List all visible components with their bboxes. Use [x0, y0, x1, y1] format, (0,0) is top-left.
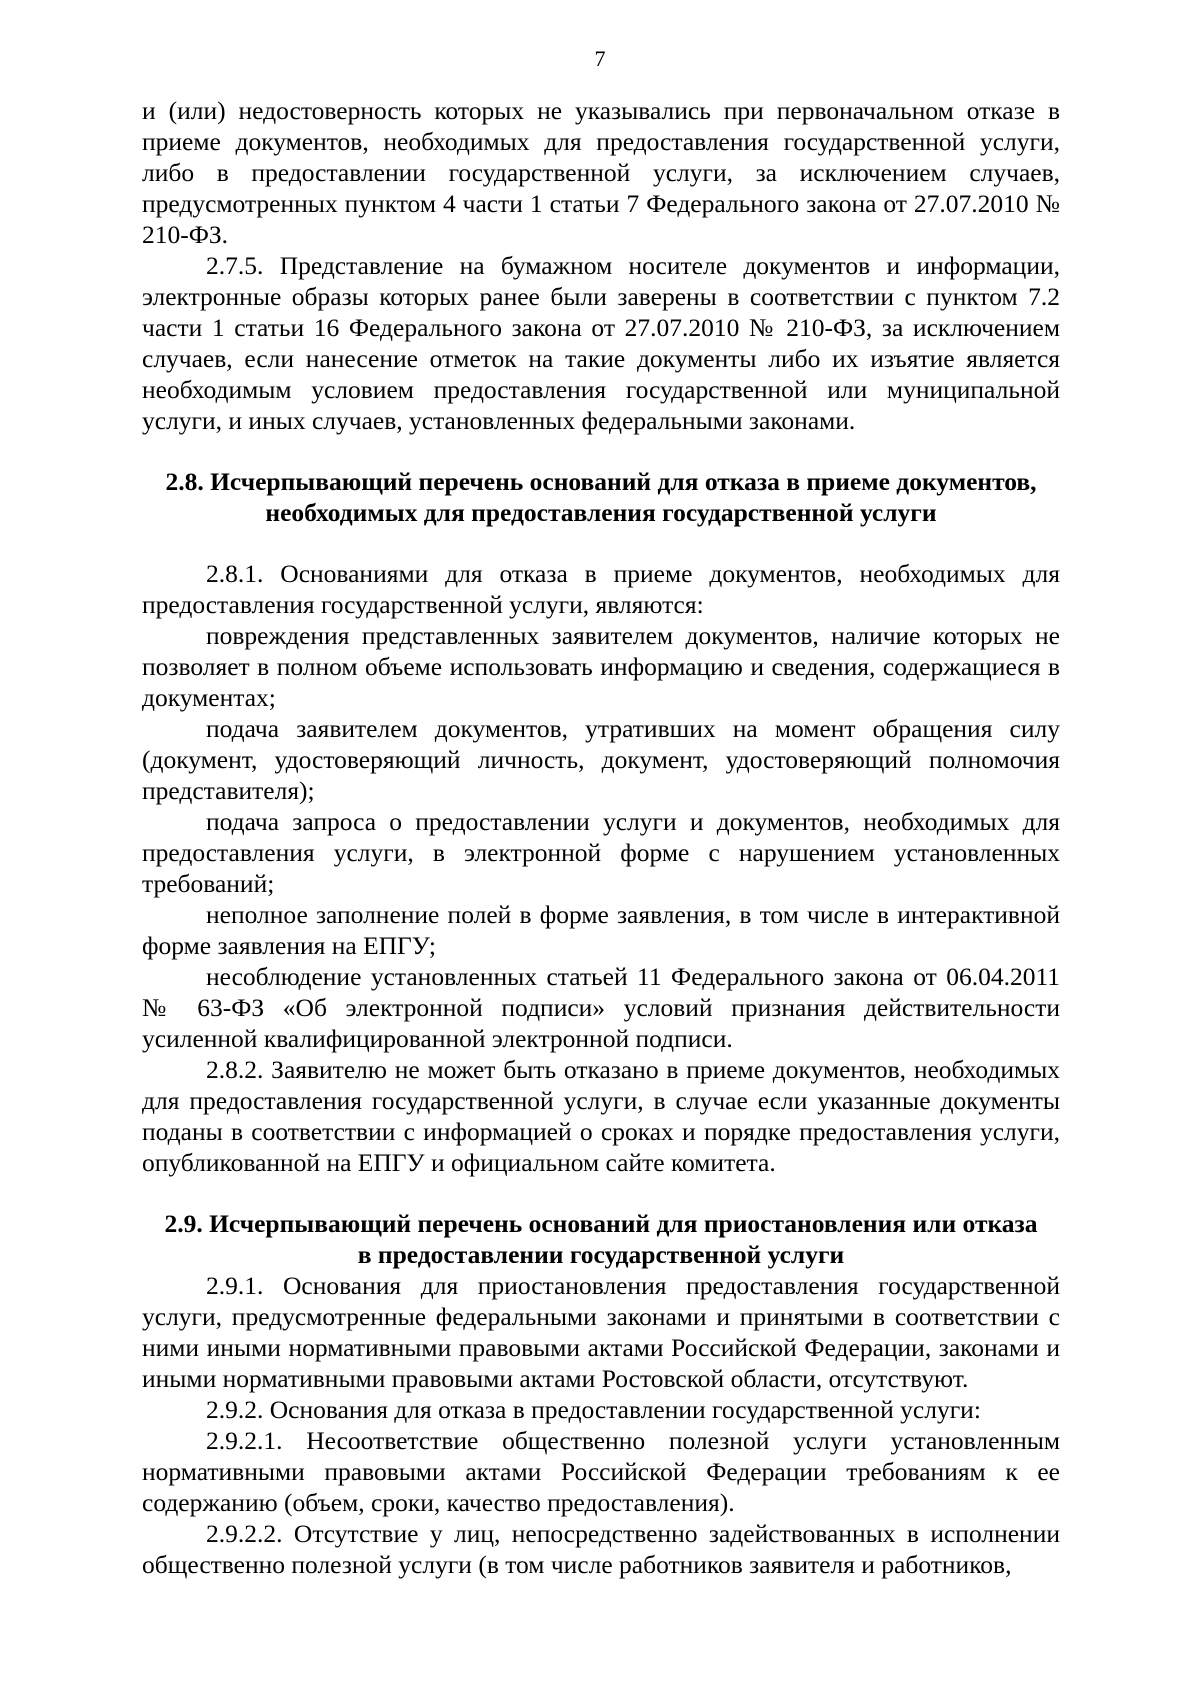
list-item-electronic-request: подача запроса о предоставлении услуги и документов, необходимых для предоставления услуги, в электронной форме с нарушением установленных требований; — [142, 807, 1060, 898]
paragraph-2-9-2-2: 2.9.2.2. Отсутствие у лиц, непосредственно задействованных в исполнении общественно полезной услуги (в том числе работников заявителя и работников, — [142, 1519, 1060, 1579]
list-item-incomplete-form: неполное заполнение полей в форме заявления, в том числе в интерактивной форме заявления на ЕПГУ; — [142, 900, 1060, 960]
section-heading-2-8 — [142, 466, 1060, 528]
section-heading-2-8-line2: необходимых для предоставления государственной услуги — [265, 498, 937, 527]
paragraph-2-8-2: 2.8.2. Заявителю не может быть отказано в приеме документов, необходимых для предоставления государственной услуги, в случае если указанные документы поданы в соответствии с информацией о сроках и порядке предоставления услуги, опубликованной на ЕПГУ и официальном сайте комитета. — [142, 1055, 1060, 1177]
page-number: 7 — [594, 46, 606, 71]
list-item-damaged-documents: повреждения представленных заявителем документов, наличие которых не позволяет в полном объеме использовать информацию и сведения, содержащиеся в документах; — [142, 621, 1060, 712]
document-body — [142, 95, 1060, 1580]
paragraph-2-9-1: 2.9.1. Основания для приостановления предоставления государственной услуги, предусмотренные федеральными законами и принятыми в соответствии с ними иными нормативными правовыми актами Российской Федерации, законами и иными нормативными правовыми актами Ростовской области, отсутствуют. — [142, 1271, 1060, 1393]
section-heading-2-9-line2: в предоставлении государственной услуги — [357, 1240, 845, 1269]
section-heading-2-8-line1: 2.8. Исчерпывающий перечень оснований для отказа в приеме документов, — [165, 467, 1037, 496]
section-heading-2-9 — [142, 1208, 1060, 1270]
paragraph-2-7-5: 2.7.5. Представление на бумажном носителе документов и информации, электронные образы которых ранее были заверены в соответствии с пунктом 7.2 части 1 статьи 16 Федерального закона от 27.07.2010 № 210-ФЗ, за исключением случаев, если нанесение отметок на такие документы либо их изъятие является необходимым условием предоставления государственной или муниципальной услуги, и иных случаев, установленных федеральными законами. — [142, 251, 1060, 435]
paragraph-2-9-2: 2.9.2. Основания для отказа в предоставлении государственной услуги: — [206, 1395, 981, 1424]
list-item-expired-documents: подача заявителем документов, утративших на момент обращения силу (документ, удостоверяющий личность, документ, удостоверяющий полномочия представителя); — [142, 714, 1060, 805]
section-heading-2-9-line1: 2.9. Исчерпывающий перечень оснований для приостановления или отказа — [164, 1209, 1038, 1238]
paragraph-2-8-1: 2.8.1. Основаниями для отказа в приеме документов, необходимых для предоставления государственной услуги, являются: — [142, 559, 1060, 619]
list-item-electronic-signature: несоблюдение установленных статьей 11 Федерального закона от 06.04.2011 № 63-ФЗ «Об электронной подписи» условий признания действительности усиленной квалифицированной электронной подписи. — [142, 962, 1060, 1053]
paragraph-2-9-2-1: 2.9.2.1. Несоответствие общественно полезной услуги установленным нормативными правовыми актами Российской Федерации требованиям к ее содержанию (объем, сроки, качество предоставления). — [142, 1426, 1060, 1517]
paragraph-continuation: и (или) недостоверность которых не указывались при первоначальном отказе в приеме документов, необходимых для предоставления государственной услуги, либо в предоставлении государственной услуги, за исключением случаев, предусмотренных пунктом 4 части 1 статьи 7 Федерального закона от 27.07.2010 № 210-ФЗ. — [142, 96, 1060, 249]
